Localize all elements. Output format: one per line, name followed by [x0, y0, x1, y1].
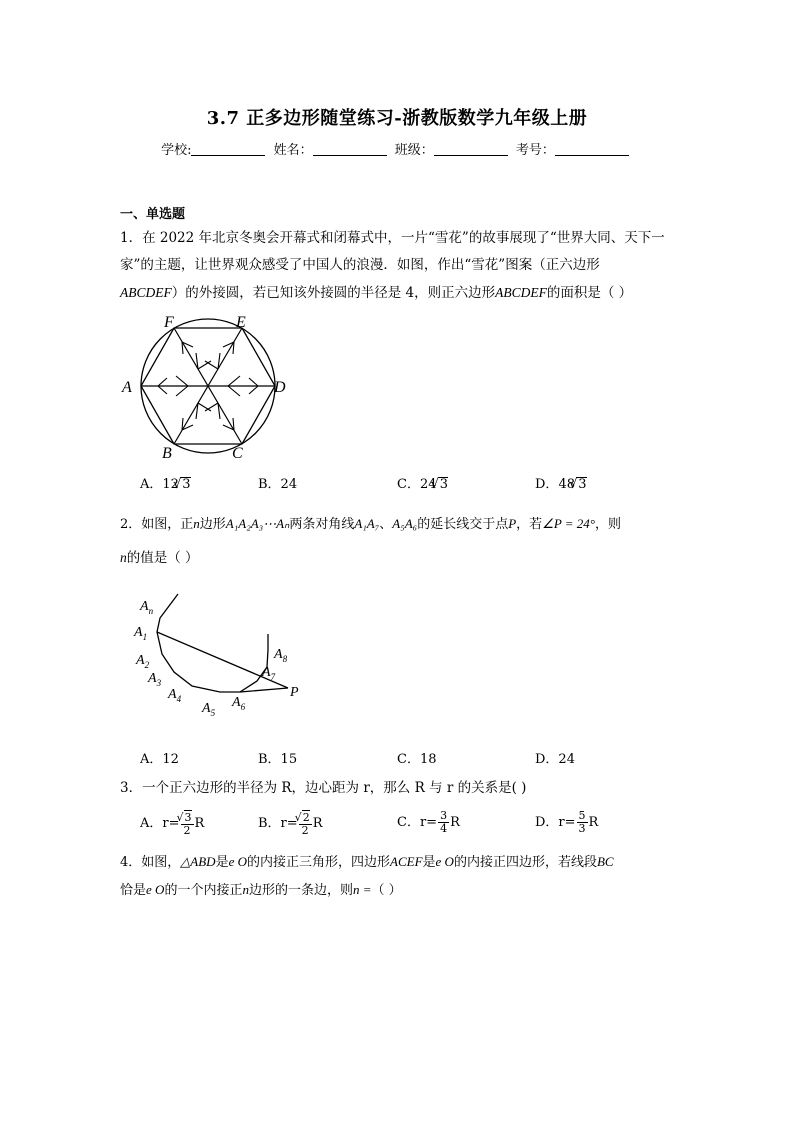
q1-line3-text-a: ）的外接圆，若已知该外接圆的半径是 4，则正六边形	[171, 285, 496, 301]
q4-line1: 4．如图，△ABD是e O的内接正三角形，四边形ACEF是e O的内接正四边形，若线段BC	[120, 854, 614, 870]
question-4	[120, 848, 700, 904]
q1-option-a[interactable]: A．12√ 3	[140, 473, 191, 492]
page-title: 3.7 正多边形随堂练习-浙教版数学九年级上册	[206, 108, 588, 129]
q1-option-b[interactable]: B．24	[258, 477, 298, 492]
q3-option-b[interactable]: B．r= √ $\frac{2}{2}$ R	[258, 810, 322, 837]
svg-text:A1: $A_1$	[134, 625, 148, 642]
svg-text:A7: $A_7$	[262, 665, 276, 682]
school-label: 学校:	[161, 143, 192, 158]
q1-label-D: D	[274, 379, 286, 396]
q2-option-a[interactable]: A．12	[140, 752, 179, 767]
q1-label-E: E	[236, 314, 246, 331]
q1-line3-text-b: 的面积是（ ）	[546, 285, 633, 301]
exam-no-blank[interactable]	[555, 141, 629, 156]
question-3: 3．一个正六边形的半径为 R，边心距为 r，那么 R 与 r 的关系是( )	[120, 780, 527, 796]
q2-polygon-figure	[128, 588, 318, 722]
q2-option-d[interactable]: D．24	[535, 752, 575, 767]
q2-line1: 2．如图，正n边形A₁A₂A₃⋯Aₙ两条对角线A₁A₇、A₅A₆的延长线交于点P，若∠P = 24°，则	[120, 516, 622, 532]
section-heading: 一、单选题	[120, 207, 186, 222]
class-blank[interactable]	[434, 141, 508, 156]
class-label: 班级：	[394, 143, 434, 158]
q3-option-a[interactable]: A．r= √ $\frac{3}{2}$ R	[140, 810, 204, 837]
svg-text:An: $A_n$	[140, 599, 154, 616]
student-info-line	[0, 139, 794, 158]
q1-var-hexagon: ABCDEF	[120, 285, 172, 300]
svg-text:A8: $A_8$	[274, 647, 288, 664]
q1-label-B: B	[162, 445, 172, 462]
q3-option-c[interactable]: C．r= $\frac{3}{4}$ R	[397, 809, 460, 835]
q3-option-d[interactable]: D．r= $\frac{5}{3}$ R	[535, 809, 599, 835]
q2-line2: n的值是（ ）	[120, 550, 199, 566]
q1-line3	[120, 279, 680, 307]
svg-text:A3: $A_3$	[148, 671, 162, 688]
name-blank[interactable]	[313, 141, 387, 156]
q4-line2: 恰是e O的一个内接正n边形的一条边，则n =（ ）	[120, 882, 402, 898]
svg-text:A2: $A_2$	[136, 653, 150, 670]
q1-line2: 家”的主题，让世界观众感受了中国人的浪漫．如图，作出“雪花”图案（正六边形	[120, 257, 600, 273]
question-2	[120, 510, 680, 572]
q1-label-A: A	[122, 379, 132, 396]
q2-option-b[interactable]: B．15	[258, 752, 298, 767]
exam-no-label: 考号：	[515, 143, 555, 158]
school-blank[interactable]	[191, 141, 265, 156]
svg-text:A4: $A_4$	[168, 687, 182, 704]
svg-text:A5: $A_5$	[202, 701, 216, 718]
svg-text:A6: $A_6$	[232, 695, 246, 712]
q1-option-c[interactable]: C．24√ 3	[397, 473, 448, 492]
svg-text:P: P	[290, 685, 299, 700]
q1-option-d[interactable]: D．48√ 3	[535, 473, 587, 492]
q2-option-c[interactable]: C．18	[397, 752, 437, 767]
q1-line1: 1．在 2022 年北京冬奥会开幕式和闭幕式中，一片“雪花”的故事展现了“世界大同、天下一	[120, 230, 665, 246]
q1-label-F: F	[164, 314, 174, 331]
q1-var-hexagon-2: ABCDEF	[495, 285, 547, 300]
question-1	[120, 225, 680, 307]
q1-label-C: C	[232, 445, 243, 462]
q2-labels	[133, 599, 299, 718]
name-label: 姓名：	[273, 143, 313, 158]
q1-snowflake-figure	[118, 314, 298, 462]
